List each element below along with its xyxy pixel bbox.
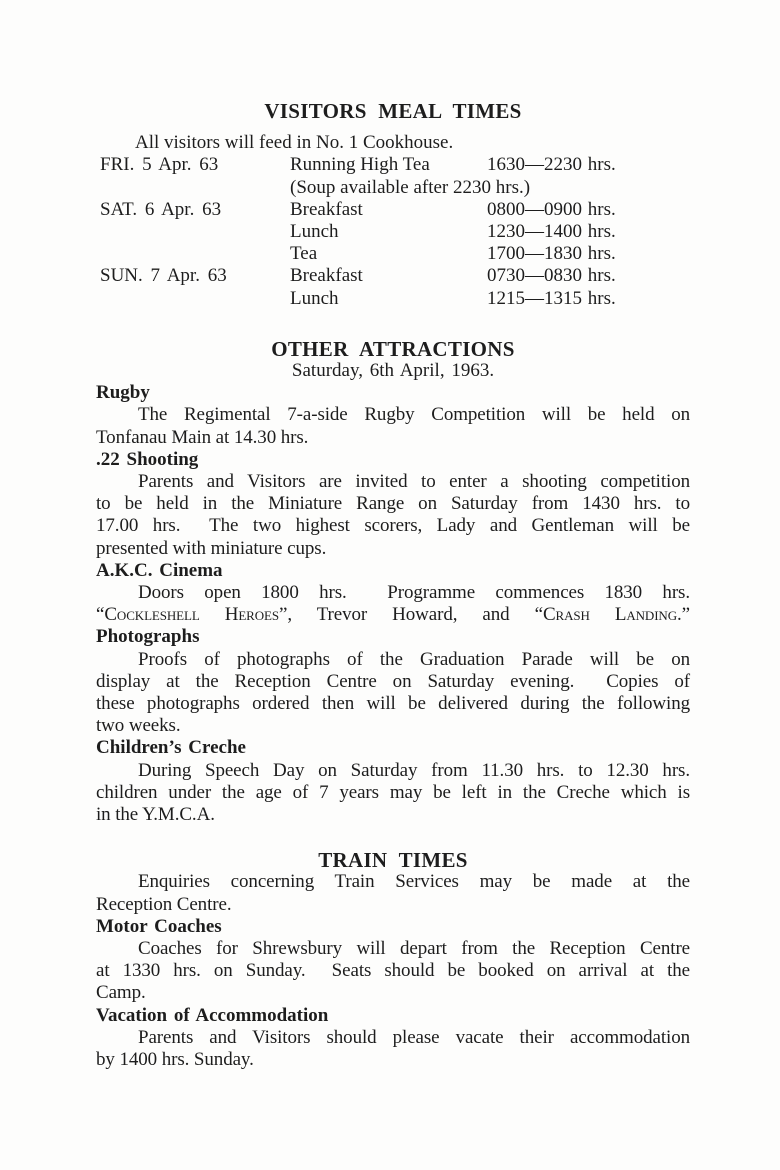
paragraph-line: at 1330 hrs. on Sunday. Seats should be booked on arrival at the — [96, 960, 690, 982]
paragraph-line: to be held in the Miniature Range on Saturday from 1430 hrs. to — [96, 493, 690, 515]
meal-row — [96, 177, 690, 199]
sub-heading: Photographs — [96, 626, 200, 648]
paragraph-line: Tonfanau Main at 14.30 hrs. — [96, 426, 309, 448]
meal-time: 1700—1830 hrs. — [487, 243, 616, 265]
paragraph-line: Parents and Visitors should please vacate their accommodation — [138, 1026, 690, 1048]
paragraph-line: Proofs of photographs of the Graduation Parade will be on — [138, 648, 690, 670]
train-times-items — [96, 871, 690, 1071]
film-title: Cockleshell Heroes — [104, 604, 280, 626]
meal-row — [96, 199, 690, 221]
section-meal-times — [96, 100, 690, 310]
meal-note: (Soup available after 2230 hrs.) — [290, 176, 531, 198]
text-column — [96, 0, 690, 1071]
paragraph-line — [96, 604, 690, 626]
meal-row — [96, 265, 690, 287]
section-other-attractions — [96, 338, 690, 826]
meal-time: 0800—0900 hrs. — [487, 198, 616, 220]
meal-name: Running High Tea — [290, 154, 430, 176]
paragraph-line: two weeks. — [96, 715, 181, 737]
meal-name: Tea — [290, 243, 318, 265]
section-train-times — [96, 849, 690, 1071]
meal-date: FRI. 5 Apr. 63 — [100, 154, 219, 176]
meal-time: 1230—1400 hrs. — [487, 220, 616, 242]
meal-name: Breakfast — [290, 265, 363, 287]
paragraph-line: display at the Reception Centre on Saturday evening. Copies of — [96, 670, 690, 692]
meal-row — [96, 154, 690, 176]
meal-row — [96, 243, 690, 265]
meal-time: 0730—0830 hrs. — [487, 265, 616, 287]
meal-date: SAT. 6 Apr. 63 — [100, 198, 222, 220]
paragraph-line: Parents and Visitors are invited to enter a shooting competition — [138, 470, 690, 492]
film-title: Crash Landing. — [542, 604, 682, 626]
meal-row — [96, 288, 690, 310]
other-attractions-date: Saturday, 6th April, 1963. — [291, 359, 495, 381]
meal-name: Breakfast — [290, 198, 363, 220]
sub-heading: Vacation of Accommodation — [96, 1004, 329, 1026]
sub-heading: Motor Coaches — [96, 915, 222, 937]
paragraph-line: in the Y.M.C.A. — [96, 803, 215, 825]
paragraph-line: by 1400 hrs. Sunday. — [96, 1049, 254, 1071]
text-segment: “ — [96, 604, 105, 626]
other-attractions-title: OTHER ATTRACTIONS — [271, 336, 515, 361]
meal-name: Lunch — [290, 287, 339, 309]
meal-time: 1630—2230 hrs. — [487, 154, 616, 176]
sub-heading: Rugby — [96, 382, 150, 404]
train-times-title: TRAIN TIMES — [318, 848, 468, 873]
other-attractions-items — [96, 382, 690, 826]
meal-times-table — [96, 154, 690, 309]
paragraph-line: Camp. — [96, 982, 146, 1004]
paragraph-line: children under the age of 7 years may be left in the Creche which is — [96, 781, 690, 803]
paragraph-line: Enquiries concerning Train Services may be made at the — [138, 871, 690, 893]
meal-time: 1215—1315 hrs. — [487, 287, 616, 309]
paragraph-line: Reception Centre. — [96, 893, 232, 915]
paragraph-line: presented with miniature cups. — [96, 537, 327, 559]
paragraph-line: Doors open 1800 hrs. Programme commences 1830 hrs. — [138, 581, 690, 603]
meal-date: SUN. 7 Apr. 63 — [100, 265, 227, 287]
meal-row — [96, 221, 690, 243]
meal-name: Lunch — [290, 220, 339, 242]
paragraph-line: these photographs ordered then will be delivered during the following — [96, 692, 690, 714]
meal-times-title: VISITORS MEAL TIMES — [264, 99, 522, 123]
paragraph-line: Coaches for Shrewsbury will depart from the Reception Centre — [138, 938, 690, 959]
text-segment: ”, Trevor Howard, and “ — [279, 604, 543, 626]
paragraph-line: During Speech Day on Saturday from 11.30 hrs. to 12.30 hrs. — [138, 759, 690, 781]
paragraph-line: 17.00 hrs. The two highest scorers, Lady and Gentleman will be — [96, 515, 690, 537]
text-segment: ” — [681, 604, 690, 626]
sub-heading: Children’s Creche — [96, 737, 246, 759]
sub-heading: A.K.C. Cinema — [96, 559, 223, 581]
paragraph-line: The Regimental 7-a-side Rugby Competition will be held on — [138, 404, 690, 426]
meal-times-intro: All visitors will feed in No. 1 Cookhouse. — [135, 132, 454, 154]
sub-heading: .22 Shooting — [96, 448, 199, 470]
